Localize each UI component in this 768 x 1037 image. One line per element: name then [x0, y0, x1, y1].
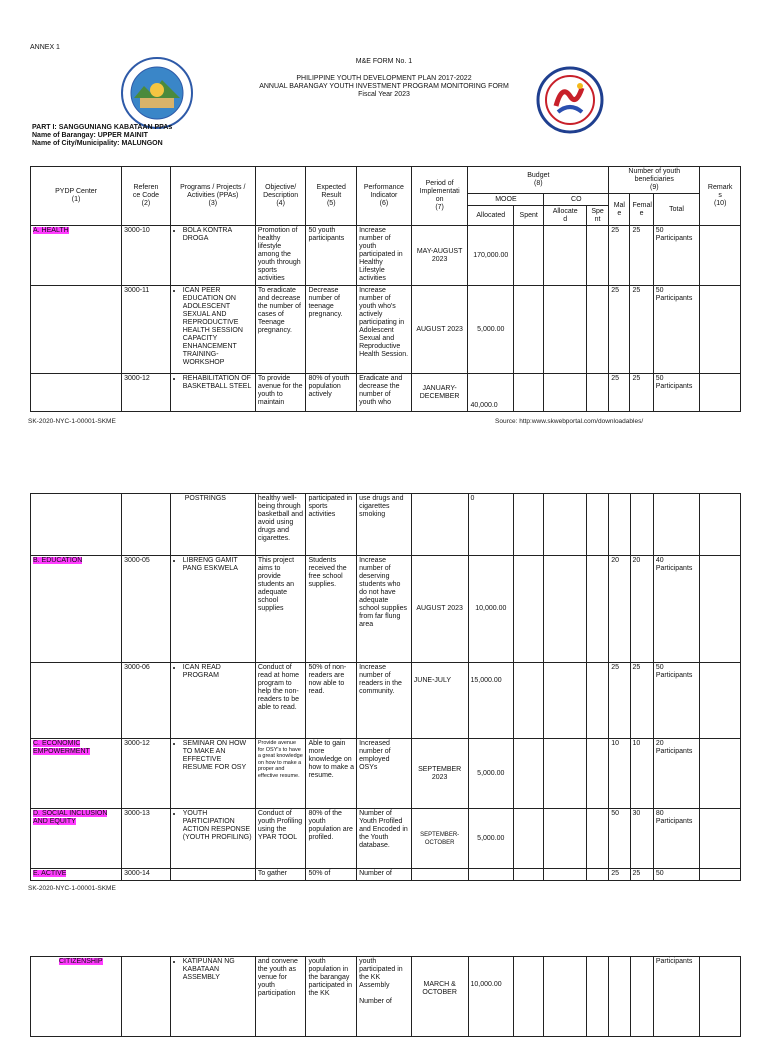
- indicator-cell: use drugs and cigarettes smoking: [357, 494, 412, 556]
- total-cell: 50: [653, 869, 700, 881]
- header-performance: Performance Indicator (6): [357, 167, 412, 226]
- female-cell: 10: [630, 739, 653, 809]
- header-pydp: PYDP Center (1): [31, 167, 122, 226]
- table-row: [31, 869, 741, 881]
- header-male: Mal e: [609, 194, 630, 226]
- table-row: [31, 556, 741, 663]
- table-row: [31, 739, 741, 809]
- page-2: [0, 430, 768, 900]
- ref-code-cell: [122, 494, 171, 556]
- ppa-cell: • KATIPUNAN NG KABATAAN ASSEMBLY: [170, 957, 255, 1037]
- ppa-cell: • YOUTH PARTICIPATION ACTION RESPONSE (YOUTH PROFILING): [170, 809, 255, 869]
- period-cell: JUNE-JULY: [411, 663, 468, 739]
- header-total: Total: [653, 194, 700, 226]
- table-row: [31, 226, 741, 286]
- pydp-center-cell: A. HEALTH: [31, 226, 122, 286]
- ppa-cell: • LIBRENG GAMIT PANG ESKWELA: [170, 556, 255, 663]
- allocated-cell: 5,000.00: [468, 739, 514, 809]
- expected-cell: youth population in the barangay participated in the KK: [306, 957, 357, 1037]
- period-cell: SEPTEMBER-OCTOBER: [411, 809, 468, 869]
- header-allocated: Allocated: [468, 206, 514, 226]
- male-cell: 25: [609, 374, 630, 412]
- ref-code-cell: 3000-05: [122, 556, 171, 663]
- indicator-cell: Increase number of youth participated in Healthy Lifestyle activities: [357, 226, 412, 286]
- indicator-cell: Increase number of youth who's actively participating in Adolescent Sexual and Reproductive Health Session.: [357, 286, 412, 374]
- fiscal-year: Fiscal Year 2023: [358, 91, 410, 98]
- header-remarks: Remark s (10): [700, 167, 741, 226]
- expected-cell: Decrease number of teenage pregnancy.: [306, 286, 357, 374]
- ppa-cell: • ICAN PEER EDUCATION ON ADOLESCENT SEXUAL AND REPRODUCTIVE HEALTH SESSION CAPACITY ENHANCEMENT TRAINING-WORKSHOP: [170, 286, 255, 374]
- male-cell: [609, 957, 630, 1037]
- barangay-seal-logo: [120, 56, 194, 130]
- female-cell: 30: [630, 809, 653, 869]
- indicator-cell: Increase number of readers in the community.: [357, 663, 412, 739]
- male-cell: 50: [609, 809, 630, 869]
- monitoring-table-page-2: [30, 493, 741, 881]
- expected-cell: participated in sports activities: [306, 494, 357, 556]
- period-cell: SEPTEMBER 2023: [411, 739, 468, 809]
- header-budget: Budget (8): [468, 167, 609, 194]
- header-mooe: MOOE: [468, 194, 544, 206]
- female-cell: 25: [630, 374, 653, 412]
- header-female: Femal e: [630, 194, 653, 226]
- total-cell: 20 Participants: [653, 739, 700, 809]
- female-cell: 25: [630, 869, 653, 881]
- allocated-cell: 0: [468, 494, 514, 556]
- male-cell: 25: [609, 286, 630, 374]
- allocated-cell: 5,000.00: [468, 809, 514, 869]
- table-row: [31, 374, 741, 412]
- objective-cell: Promotion of healthy lifestyle among the youth through sports activities: [255, 226, 306, 286]
- footer-code: SK-2020-NYC-1-00001-SKME: [28, 885, 116, 892]
- ppa-cell: • SEMINAR ON HOW TO MAKE AN EFFECTIVE RESUME FOR OSY: [170, 739, 255, 809]
- form-title: ANNUAL BARANGAY YOUTH INVESTMENT PROGRAM MONITORING FORM: [259, 83, 509, 90]
- ref-code-cell: 3000-13: [122, 809, 171, 869]
- female-cell: 20: [630, 556, 653, 663]
- annex-label: ANNEX 1: [30, 44, 60, 51]
- total-cell: 50 Participants: [653, 226, 700, 286]
- pydp-center-cell: D. SOCIAL INCLUSION AND EQUITY: [31, 809, 122, 869]
- male-cell: 25: [609, 663, 630, 739]
- allocated-cell: 10,000.00: [468, 957, 514, 1037]
- table-row: [31, 663, 741, 739]
- indicator-cell: youth participated in the KK Assembly Number of: [357, 957, 412, 1037]
- expected-cell: Able to gain more knowledge on how to make a resume.: [306, 739, 357, 809]
- allocated-cell: 5,000.00: [468, 286, 514, 374]
- male-cell: 25: [609, 226, 630, 286]
- female-cell: 25: [630, 226, 653, 286]
- ppa-cell: • BOLA KONTRA DROGA: [170, 226, 255, 286]
- plan-title: PHILIPPINE YOUTH DEVELOPMENT PLAN 2017-2022: [296, 75, 472, 82]
- total-cell: 50 Participants: [653, 374, 700, 412]
- period-cell: MARCH & OCTOBER: [411, 957, 468, 1037]
- expected-cell: Students received the free school supplies.: [306, 556, 357, 663]
- total-cell: 40 Participants: [653, 556, 700, 663]
- indicator-cell: Number of Youth Profiled and Encoded in the Youth database.: [357, 809, 412, 869]
- city-name: Name of City/Municipality: MALUNGON: [32, 140, 163, 147]
- ref-code-cell: [122, 957, 171, 1037]
- table-row: [31, 809, 741, 869]
- pydp-center-cell: B. EDUCATION: [31, 556, 122, 663]
- period-cell: AUGUST 2023: [411, 286, 468, 374]
- expected-cell: 50 youth participants: [306, 226, 357, 286]
- objective-cell: To eradicate and decrease the number of cases of Teenage pregnancy.: [255, 286, 306, 374]
- expected-cell: 50% of non-readers are now able to read.: [306, 663, 357, 739]
- total-cell: 50 Participants: [653, 663, 700, 739]
- objective-cell: This project aims to provide students an adequate school supplies: [255, 556, 306, 663]
- table-row: [31, 494, 741, 556]
- pydp-center-cell: C. ECONOMIC EMPOWERMENT: [31, 739, 122, 809]
- female-cell: [630, 957, 653, 1037]
- header-co-spent: Spe nt: [586, 206, 608, 226]
- indicator-cell: Increase number of deserving students who do not have adequate school supplies from far flung area: [357, 556, 412, 663]
- pydp-center-cell: E. ACTIVE: [31, 869, 122, 881]
- page-1: [0, 0, 768, 430]
- objective-cell: Conduct of read at home program to help the non-readers to be able to read.: [255, 663, 306, 739]
- female-cell: 25: [630, 286, 653, 374]
- header-period: Period of Implementati on (7): [411, 167, 468, 226]
- allocated-cell: 170,000.00: [468, 226, 514, 286]
- ref-code-cell: 3000-11: [122, 286, 171, 374]
- total-cell: 80 Participants: [653, 809, 700, 869]
- objective-cell: To gather: [255, 869, 306, 881]
- ref-code-cell: 3000-06: [122, 663, 171, 739]
- table-row: [31, 286, 741, 374]
- ref-code-cell: 3000-10: [122, 226, 171, 286]
- total-cell: Participants: [653, 957, 700, 1037]
- page-3: [0, 900, 768, 1024]
- ref-code-cell: 3000-14: [122, 869, 171, 881]
- period-cell: AUGUST 2023: [411, 556, 468, 663]
- expected-cell: 80% of the youth population are profiled.: [306, 809, 357, 869]
- indicator-cell: Number of: [357, 869, 412, 881]
- male-cell: 20: [609, 556, 630, 663]
- objective-cell: Conduct of youth Profiling using the YPAR TOOL: [255, 809, 306, 869]
- male-cell: 25: [609, 869, 630, 881]
- indicator-cell: Eradicate and decrease the number of youth who: [357, 374, 412, 412]
- header-spent: Spent: [514, 206, 544, 226]
- footer-code: SK-2020-NYC-1-00001-SKME: [28, 418, 116, 425]
- expected-cell: 50% of: [306, 869, 357, 881]
- ppa-cell: POSTRINGS: [170, 494, 255, 556]
- monitoring-table-page-1: [30, 166, 741, 412]
- ppa-cell: [170, 869, 255, 881]
- male-cell: 10: [609, 739, 630, 809]
- ref-code-cell: 3000-12: [122, 739, 171, 809]
- allocated-cell: 10,000.00: [468, 556, 514, 663]
- ref-code-cell: 3000-12: [122, 374, 171, 412]
- allocated-cell: 40,000.0: [468, 374, 514, 412]
- objective-cell: To provide avenue for the youth to maintain: [255, 374, 306, 412]
- period-cell: JANUARY-DECEMBER: [411, 374, 468, 412]
- monitoring-table-page-3: [30, 956, 741, 1037]
- period-cell: MAY-AUGUST 2023: [411, 226, 468, 286]
- objective-cell: healthy well-being through basketball and avoid using drugs and cigarettes.: [255, 494, 306, 556]
- header-co-allocated: Allocate d: [544, 206, 587, 226]
- header-ref: Referen ce Code (2): [122, 167, 171, 226]
- header-objective: Objective/ Description (4): [255, 167, 306, 226]
- female-cell: 25: [630, 663, 653, 739]
- barangay-name: Name of Barangay: UPPER MAINIT: [32, 132, 148, 139]
- expected-cell: 80% of youth population actively: [306, 374, 357, 412]
- part-label: PART I: SANGGUNIANG KABATAAN PPAs: [32, 124, 173, 131]
- footer-source: Source: http:www.skwebportal.com/downloadables/: [495, 418, 644, 425]
- total-cell: 50 Participants: [653, 286, 700, 374]
- header-ppa: Programs / Projects / Activities (PPAs) (3): [170, 167, 255, 226]
- objective-cell: Provide avenue for OSY's to have a great knowledge on how to make a proper and effective resume.: [255, 739, 306, 809]
- ppa-cell: • REHABILITATION OF BASKETBALL STEEL: [170, 374, 255, 412]
- table-row: [31, 957, 741, 1037]
- allocated-cell: 15,000.00: [468, 663, 514, 739]
- header-co: CO: [544, 194, 609, 206]
- indicator-cell: Increased number of employed OSYs: [357, 739, 412, 809]
- sangguniang-kabataan-logo: [536, 66, 604, 134]
- ppa-cell: • ICAN READ PROGRAM: [170, 663, 255, 739]
- header-expected: Expected Result (5): [306, 167, 357, 226]
- header-youth: Number of youth beneficiaries (9): [609, 167, 700, 194]
- objective-cell: and convene the youth as venue for youth participation: [255, 957, 306, 1037]
- pydp-center-cell: CITIZENSHIP: [31, 957, 122, 1037]
- form-number: M&E FORM No. 1: [355, 58, 413, 65]
